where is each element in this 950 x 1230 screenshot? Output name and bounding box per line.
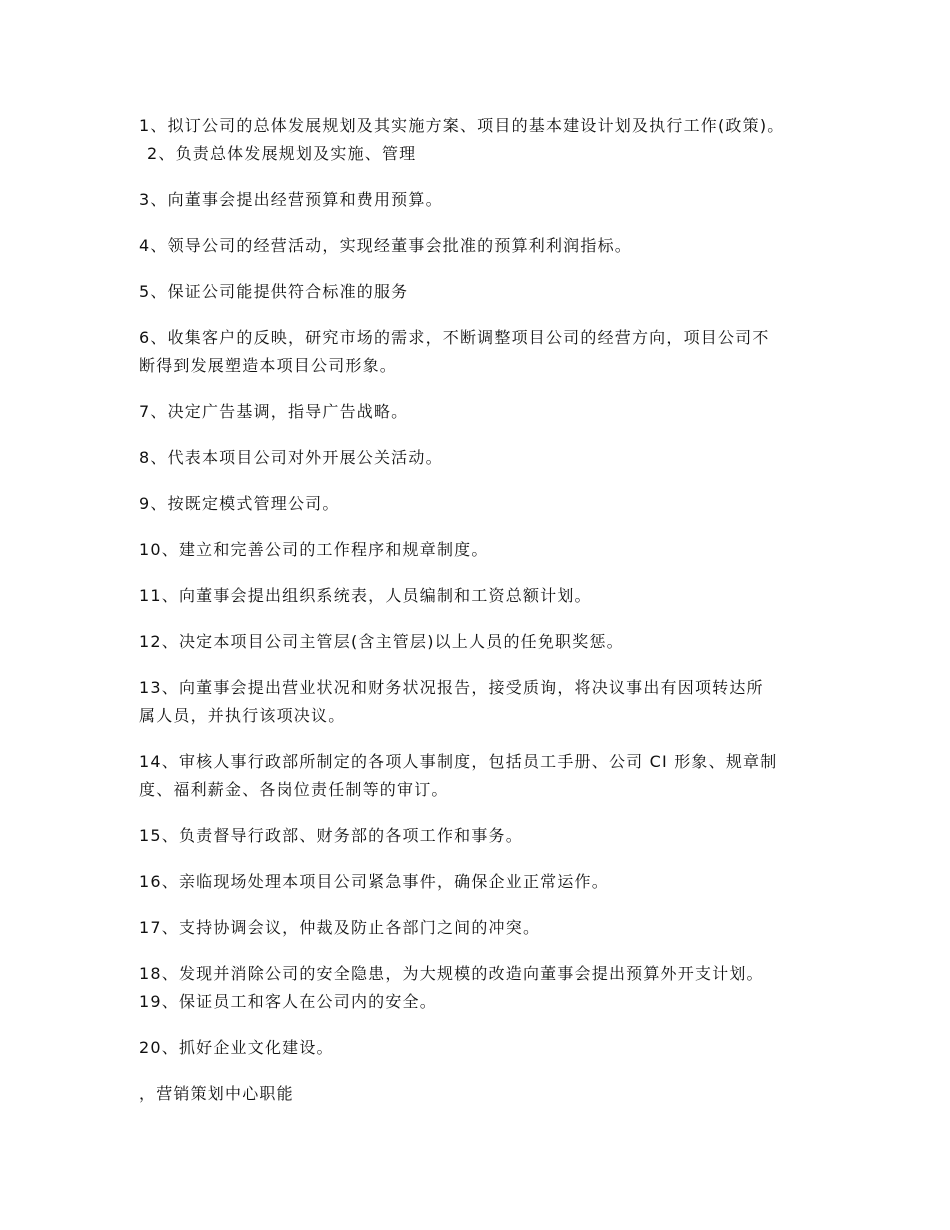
text-line-18: 18、发现并消除公司的安全隐患，为大规模的改造向董事会提出预算外开支计划。 [139, 964, 764, 983]
text-line-9: 9、按既定模式管理公司。 [139, 494, 340, 513]
text-line-8: 8、代表本项目公司对外开展公关活动。 [139, 448, 443, 467]
text-line-5: 5、保证公司能提供符合标准的服务 [139, 282, 409, 301]
text-line-6b: 断得到发展塑造本项目公司形象。 [139, 356, 398, 375]
text-line-17: 17、支持协调会议，仲裁及防止各部门之间的冲突。 [139, 918, 541, 937]
text-line-7: 7、决定广告基调，指导广告战略。 [139, 402, 409, 421]
text-line-13a: 13、向董事会提出营业状况和财务状况报告，接受质询，将决议事出有因项转达所 [139, 678, 764, 697]
text-line-4: 4、领导公司的经营活动，实现经董事会批准的预算利利润指标。 [139, 236, 632, 255]
text-line-16: 16、亲临现场处理本项目公司紧急事件，确保企业正常运作。 [139, 872, 609, 891]
text-line-14b: 度、福利薪金、各岗位责任制等的审订。 [139, 780, 449, 799]
text-line-15: 15、负责督导行政部、财务部的各项工作和事务。 [139, 826, 523, 845]
text-line-3: 3、向董事会提出经营预算和费用预算。 [139, 190, 443, 209]
text-line-6a: 6、收集客户的反映，研究市场的需求，不断调整项目公司的经营方向，项目公司不 [139, 328, 770, 347]
text-line-2: 2、负责总体发展规划及实施、管理 [147, 144, 417, 163]
section-heading: ，营销策划中心职能 [139, 1084, 294, 1103]
text-line-10: 10、建立和完善公司的工作程序和规章制度。 [139, 540, 489, 559]
text-line-20: 20、抓好企业文化建设。 [139, 1038, 334, 1057]
document-body [139, 112, 829, 1108]
text-line-14a: 14、审核人事行政部所制定的各项人事制度，包括员工手册、公司 CI 形象、规章制 [139, 752, 778, 771]
text-line-19: 19、保证员工和客人在公司内的安全。 [139, 992, 437, 1011]
text-line-13b: 属人员，并执行该项决议。 [139, 706, 346, 725]
text-line-1: 1、拟订公司的总体发展规划及其实施方案、项目的基本建设计划及执行工作(政策)。 [139, 116, 785, 135]
text-line-12: 12、决定本项目公司主管层(含主管层)以上人员的任免职奖惩。 [139, 632, 624, 651]
text-line-11: 11、向董事会提出组织系统表，人员编制和工资总额计划。 [139, 586, 592, 605]
